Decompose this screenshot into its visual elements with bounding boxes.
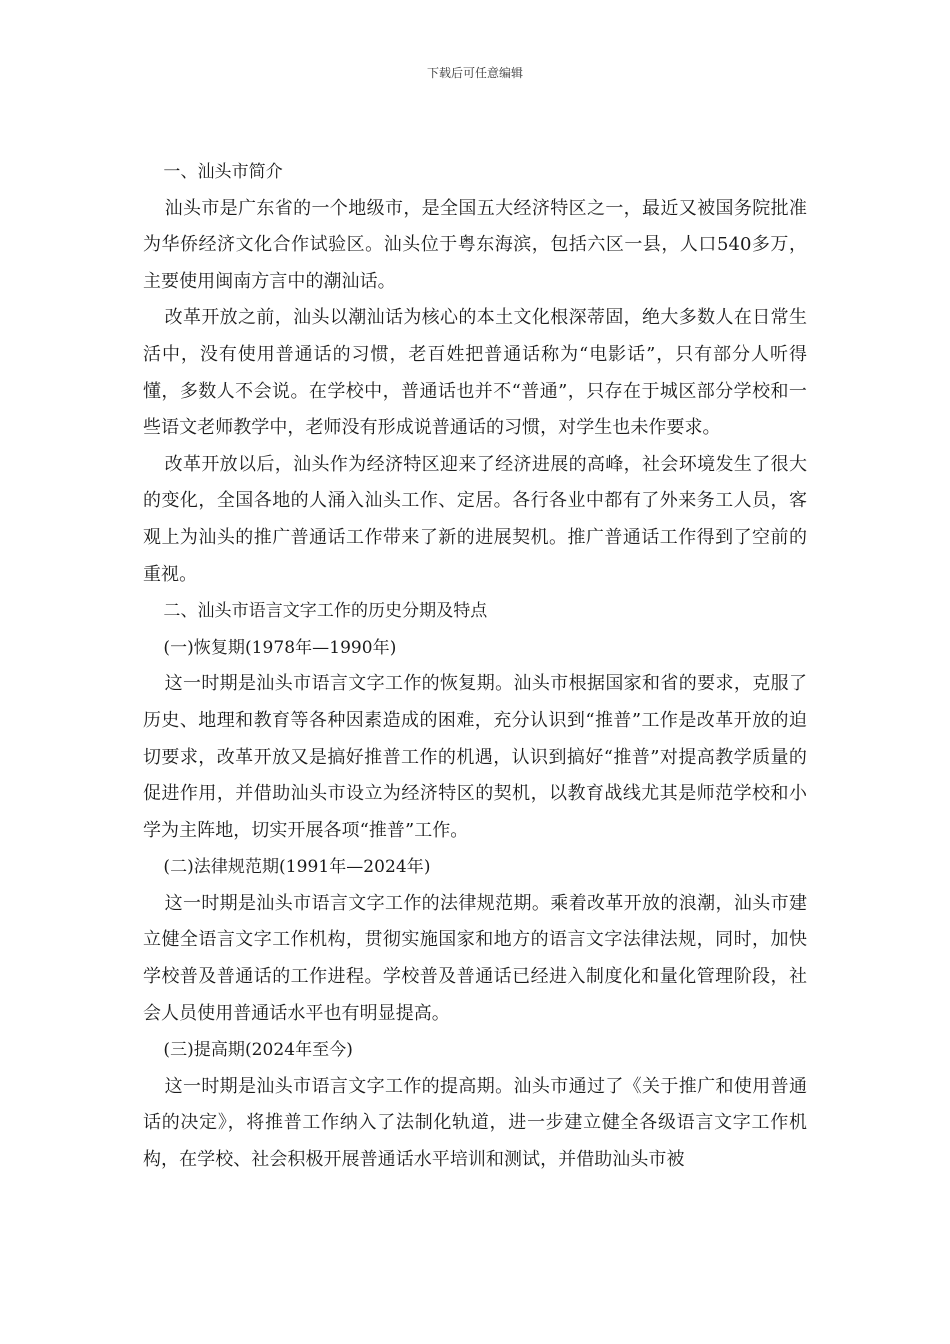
paragraph: 这一时期是汕头市语言文字工作的恢复期。汕头市根据国家和省的要求，克服了历史、地理和教育等各种因素造成的困难，充分认识到“推普”工作是改革开放的迫切要求，改革开放又是搞好推普工作的机遇，认识到搞好“推普”对提高教学质量的促进作用，并借助汕头市设立为经济特区的契机，以教育战线尤其是师范学校和小学为主阵地，切实开展各项“推普”工作。	[143, 673, 807, 841]
subheading-legal-period: (二)法律规范期(1991年—2024年)	[163, 857, 431, 878]
paragraph: 汕头市是广东省的一个地级市，是全国五大经济特区之一，最近又被国务院批准为华侨经济文化合作试验区。汕头位于粤东海滨，包括六区一县，人口540多万，主要使用闽南方言中的潮汕话。	[143, 197, 807, 292]
section-heading-history: 二、汕头市语言文字工作的历史分期及特点	[163, 601, 488, 622]
page-header: 下载后可任意编辑	[426, 66, 523, 80]
subheading-recovery-period: (一)恢复期(1978年—1990年)	[163, 637, 397, 658]
paragraph: 这一时期是汕头市语言文字工作的提高期。汕头市通过了《关于推广和使用普通话的决定》，将推普工作纳入了法制化轨道，进一步建立健全各级语言文字工作机构，在学校、社会积极开展普通话水平培训和测试，并借助汕头市被	[143, 1075, 807, 1171]
paragraph: 改革开放以后，汕头作为经济特区迎来了经济进展的高峰，社会环境发生了很大的变化，全国各地的人涌入汕头工作、定居。各行各业中都有了外来务工人员，客观上为汕头的推广普通话工作带来了新的进展契机。推广普通话工作得到了空前的重视。	[143, 453, 807, 585]
paragraph: 改革开放之前，汕头以潮汕话为核心的本土文化根深蒂固，绝大多数人在日常生活中，没有使用普通话的习惯，老百姓把普通话称为“电影话”，只有部分人听得懂，多数人不会说。在学校中，普通话也并不“普通”，只存在于城区部分学校和一些语文老师教学中，老师没有形成说普通话的习惯，对学生也未作要求。	[143, 307, 807, 439]
subheading-improvement-period: (三)提高期(2024年至今)	[163, 1040, 353, 1061]
document-body	[143, 154, 807, 1179]
section-heading-intro: 一、汕头市简介	[163, 162, 283, 182]
paragraph: 这一时期是汕头市语言文字工作的法律规范期。乘着改革开放的浪潮，汕头市建立健全语言文字工作机构，贯彻实施国家和地方的语言文字法律法规，同时，加快学校普及普通话的工作进程。学校普及普通话已经进入制度化和量化管理阶段，社会人员使用普通话水平也有明显提高。	[143, 892, 807, 1024]
